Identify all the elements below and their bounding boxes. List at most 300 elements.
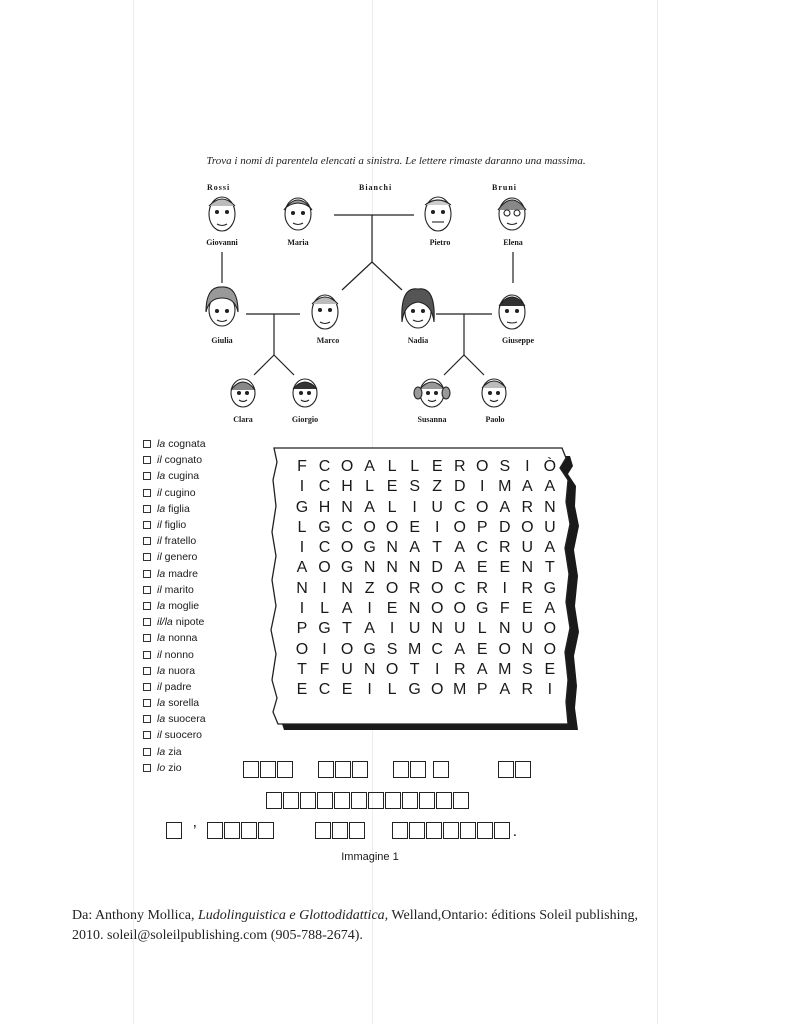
- checkbox[interactable]: [143, 472, 151, 480]
- answer-box[interactable]: [241, 822, 257, 839]
- answer-box[interactable]: [392, 822, 408, 839]
- grid-letter[interactable]: U: [544, 518, 556, 536]
- source-credit: [72, 906, 672, 946]
- grid-letter[interactable]: I: [434, 660, 440, 678]
- word-article: la: [157, 567, 166, 580]
- answer-box[interactable]: [368, 792, 384, 809]
- grid-letter[interactable]: S: [521, 660, 533, 678]
- grid-letter[interactable]: C: [453, 579, 466, 597]
- grid-letter[interactable]: O: [543, 620, 557, 638]
- checkbox[interactable]: [143, 683, 151, 691]
- grid-letter[interactable]: M: [407, 640, 422, 658]
- word-text: nonno: [164, 648, 194, 661]
- grid-letter[interactable]: L: [477, 620, 487, 638]
- checkbox[interactable]: [143, 553, 151, 561]
- grid-letter[interactable]: O: [430, 681, 444, 699]
- answer-box[interactable]: [426, 822, 442, 839]
- word-item: [143, 501, 206, 517]
- grid-letter[interactable]: R: [521, 498, 534, 516]
- word-text: suocero: [164, 729, 203, 742]
- checkbox[interactable]: [143, 456, 151, 464]
- answer-box[interactable]: [283, 792, 299, 809]
- answer-box[interactable]: [351, 792, 367, 809]
- name-maria: Maria: [287, 238, 309, 247]
- answer-box[interactable]: [352, 761, 368, 778]
- word-article: il: [157, 454, 162, 467]
- grid-letter[interactable]: A: [364, 458, 375, 475]
- grid-letter[interactable]: S: [499, 458, 511, 475]
- grid-letter[interactable]: M: [498, 660, 512, 678]
- grid-letter[interactable]: I: [299, 600, 305, 618]
- grid-letter[interactable]: E: [431, 458, 443, 475]
- word-item: [143, 646, 206, 662]
- word-article: il: [157, 535, 162, 548]
- grid-letter[interactable]: O: [363, 518, 376, 536]
- grid-row: [291, 498, 561, 518]
- grid-letter[interactable]: Ò: [543, 458, 557, 475]
- instruction: Trova i nomi di parentela elencati a sinistra. Le lettere rimaste daranno una massima.: [206, 155, 586, 167]
- grid-letter[interactable]: A: [454, 539, 466, 557]
- word-article: il: [157, 551, 162, 564]
- grid-letter[interactable]: O: [340, 640, 354, 658]
- word-item: [143, 711, 206, 727]
- grid-letter[interactable]: R: [521, 681, 534, 699]
- answer-box[interactable]: [349, 822, 365, 839]
- answer-box[interactable]: [335, 761, 351, 778]
- grid-letter[interactable]: M: [453, 681, 467, 699]
- grid-letter[interactable]: F: [297, 458, 307, 475]
- name-giovanni: Giovanni: [206, 238, 238, 247]
- checkbox[interactable]: [143, 699, 151, 707]
- checkbox[interactable]: [143, 667, 151, 675]
- period: .: [512, 823, 518, 840]
- grid-letter[interactable]: O: [318, 559, 331, 577]
- word-article: il: [157, 680, 162, 693]
- grid-letter[interactable]: U: [521, 539, 534, 557]
- grid-letter[interactable]: E: [341, 681, 353, 699]
- grid-letter[interactable]: O: [476, 498, 489, 516]
- face-susanna: [414, 379, 450, 407]
- checkbox[interactable]: [143, 489, 151, 497]
- word-item: [143, 760, 206, 776]
- grid-letter[interactable]: F: [499, 600, 510, 618]
- grid-letter[interactable]: E: [476, 640, 488, 658]
- answer-box[interactable]: [494, 822, 510, 839]
- grid-letter[interactable]: P: [476, 681, 488, 699]
- grid-letter[interactable]: L: [387, 458, 397, 475]
- grid-letter[interactable]: N: [341, 498, 353, 516]
- grid-letter[interactable]: E: [386, 478, 398, 496]
- grid-letter[interactable]: L: [320, 600, 329, 618]
- answer-box[interactable]: [318, 761, 334, 778]
- grid-letter[interactable]: G: [318, 518, 331, 536]
- grid-letter[interactable]: G: [363, 539, 376, 557]
- checkbox[interactable]: [143, 440, 151, 448]
- word-item: [143, 549, 206, 565]
- grid-letter[interactable]: A: [544, 600, 556, 618]
- grid-letter[interactable]: I: [367, 600, 372, 618]
- answer-box[interactable]: [224, 822, 240, 839]
- grid-letter[interactable]: E: [499, 559, 511, 577]
- grid-row: [291, 640, 561, 660]
- word-text: suocera: [168, 713, 206, 726]
- grid-letter[interactable]: E: [544, 660, 556, 678]
- checkbox[interactable]: [143, 651, 151, 659]
- word-article: la: [157, 438, 166, 451]
- checkbox[interactable]: [143, 634, 151, 642]
- word-text: nipote: [175, 616, 205, 629]
- word-text: nuora: [168, 664, 196, 677]
- word-text: cognata: [168, 438, 206, 451]
- answer-box[interactable]: [300, 792, 316, 809]
- word-text: zio: [168, 761, 182, 774]
- grid-letter[interactable]: I: [322, 640, 327, 658]
- answer-box[interactable]: [334, 792, 350, 809]
- grid-letter[interactable]: A: [499, 498, 511, 516]
- name-giorgio: Giorgio: [291, 415, 319, 424]
- grid-letter[interactable]: I: [389, 620, 395, 638]
- surname-bruni: Bruni: [492, 183, 518, 192]
- grid-letter[interactable]: E: [409, 518, 420, 536]
- grid-letter[interactable]: L: [365, 478, 375, 496]
- grid-letter[interactable]: G: [543, 579, 557, 597]
- grid-letter[interactable]: O: [340, 539, 354, 557]
- name-pietro: Pietro: [429, 238, 451, 247]
- grid-letter[interactable]: T: [297, 660, 307, 678]
- answer-box[interactable]: [409, 822, 425, 839]
- grid-letter[interactable]: N: [431, 620, 443, 638]
- grid-row: [291, 680, 561, 700]
- face-giorgio: [293, 379, 317, 407]
- grid-letter[interactable]: L: [387, 681, 397, 699]
- face-giovanni: [209, 197, 235, 231]
- grid-letter[interactable]: S: [386, 640, 398, 658]
- grid-letter[interactable]: R: [408, 579, 421, 597]
- word-article: lo: [157, 761, 166, 774]
- grid-letter[interactable]: C: [318, 681, 331, 699]
- word-article: la: [157, 664, 166, 677]
- grid-letter[interactable]: A: [454, 640, 466, 658]
- name-paolo: Paolo: [485, 415, 505, 424]
- word-item: [143, 598, 206, 614]
- name-elena: Elena: [503, 238, 523, 247]
- grid-letter[interactable]: A: [544, 478, 556, 496]
- checkbox[interactable]: [143, 715, 151, 723]
- answer-box[interactable]: [453, 792, 469, 809]
- grid-letter[interactable]: R: [453, 458, 466, 475]
- answer-box[interactable]: [460, 822, 476, 839]
- answer-box[interactable]: [258, 822, 274, 839]
- grid-letter[interactable]: G: [408, 681, 421, 699]
- grid-letter[interactable]: U: [341, 660, 353, 678]
- word-text: cugina: [168, 470, 200, 483]
- name-marco: Marco: [316, 336, 340, 345]
- answer-box[interactable]: [260, 761, 276, 778]
- grid-letter[interactable]: E: [521, 600, 533, 618]
- grid-letter[interactable]: O: [543, 640, 557, 658]
- face-nadia: [402, 289, 434, 328]
- grid-row: [291, 599, 561, 619]
- grid-letter[interactable]: C: [341, 518, 353, 536]
- grid-letter[interactable]: N: [408, 600, 421, 618]
- answer-box[interactable]: [393, 761, 409, 778]
- grid-letter[interactable]: I: [367, 681, 372, 699]
- word-checklist: [143, 436, 206, 776]
- grid-letter[interactable]: G: [295, 498, 309, 516]
- grid-letter[interactable]: P: [476, 518, 488, 536]
- grid-letter[interactable]: I: [547, 681, 553, 699]
- grid-letter[interactable]: G: [340, 559, 354, 577]
- answer-box[interactable]: [477, 822, 493, 839]
- answer-box[interactable]: [498, 761, 514, 778]
- grid-letter[interactable]: I: [412, 498, 417, 516]
- grid-letter[interactable]: N: [521, 559, 534, 577]
- grid-letter[interactable]: A: [296, 559, 308, 577]
- answer-line-2: [266, 792, 470, 809]
- grid-letter[interactable]: O: [340, 458, 354, 475]
- answer-box[interactable]: [166, 822, 182, 839]
- answer-line-3: [166, 822, 519, 839]
- grid-letter[interactable]: R: [521, 579, 534, 597]
- apostrophe: ’: [193, 823, 197, 840]
- word-article: la: [157, 502, 166, 515]
- name-clara: Clara: [233, 415, 253, 424]
- answer-box[interactable]: [277, 761, 293, 778]
- grid-letter[interactable]: A: [454, 559, 466, 577]
- word-item: [143, 533, 206, 549]
- grid-letter[interactable]: C: [318, 539, 331, 557]
- grid-letter[interactable]: O: [476, 458, 489, 475]
- grid-letter[interactable]: E: [296, 681, 308, 699]
- grid-letter[interactable]: L: [297, 518, 307, 536]
- answer-box[interactable]: [443, 822, 459, 839]
- word-text: moglie: [168, 599, 200, 612]
- word-text: nonna: [168, 632, 198, 645]
- answer-box[interactable]: [207, 822, 223, 839]
- word-article: il/la: [157, 616, 173, 629]
- grid-letter[interactable]: C: [431, 640, 443, 658]
- word-text: zia: [168, 745, 182, 758]
- grid-letter[interactable]: I: [502, 579, 507, 597]
- name-giulia: Giulia: [211, 336, 233, 345]
- answer-box[interactable]: [385, 792, 401, 809]
- face-giuseppe: [499, 295, 525, 329]
- word-article: la: [157, 713, 166, 726]
- word-text: cognato: [164, 454, 203, 467]
- grid-letter[interactable]: U: [453, 620, 466, 638]
- grid-letter[interactable]: O: [385, 579, 399, 597]
- grid-letter[interactable]: I: [299, 539, 305, 557]
- grid-letter[interactable]: O: [521, 518, 534, 536]
- word-text: cugino: [164, 486, 196, 499]
- grid-letter[interactable]: O: [498, 640, 511, 658]
- grid-letter[interactable]: H: [318, 498, 331, 516]
- grid-letter[interactable]: F: [319, 660, 330, 678]
- grid-letter[interactable]: N: [341, 579, 353, 597]
- word-search-grid: [291, 457, 561, 701]
- grid-letter[interactable]: A: [544, 539, 556, 557]
- word-item: [143, 744, 206, 760]
- grid-letter[interactable]: N: [386, 559, 398, 577]
- grid-letter[interactable]: O: [385, 518, 399, 536]
- word-item: [143, 468, 206, 484]
- answer-line-1: [243, 761, 532, 778]
- answer-box[interactable]: [266, 792, 282, 809]
- checkbox[interactable]: [143, 505, 151, 513]
- grid-letter[interactable]: G: [363, 640, 376, 658]
- grid-letter[interactable]: A: [521, 478, 533, 496]
- name-giuseppe: Giuseppe: [501, 336, 534, 345]
- grid-letter[interactable]: E: [476, 559, 488, 577]
- grid-letter[interactable]: N: [296, 579, 308, 597]
- grid-letter[interactable]: O: [430, 579, 444, 597]
- answer-box[interactable]: [332, 822, 348, 839]
- grid-letter[interactable]: O: [453, 518, 466, 536]
- answer-box[interactable]: [315, 822, 331, 839]
- answer-box[interactable]: [419, 792, 435, 809]
- answer-box[interactable]: [436, 792, 452, 809]
- grid-letter[interactable]: C: [318, 478, 331, 496]
- grid-letter[interactable]: N: [363, 559, 376, 577]
- face-clara: [231, 379, 255, 407]
- word-article: il: [157, 583, 162, 596]
- grid-letter[interactable]: A: [341, 600, 353, 618]
- answer-box[interactable]: [317, 792, 333, 809]
- word-article: il: [157, 486, 162, 499]
- word-item: [143, 517, 206, 533]
- word-item: [143, 566, 206, 582]
- grid-letter[interactable]: L: [387, 498, 397, 516]
- family-tree: [0, 0, 792, 440]
- grid-row: [291, 619, 561, 639]
- word-article: la: [157, 599, 166, 612]
- grid-letter[interactable]: A: [476, 660, 488, 678]
- grid-letter[interactable]: O: [430, 600, 444, 618]
- grid-letter[interactable]: M: [498, 478, 512, 496]
- word-item: [143, 452, 206, 468]
- checkbox[interactable]: [143, 537, 151, 545]
- face-marco: [312, 295, 338, 329]
- word-item: [143, 695, 206, 711]
- word-text: genero: [164, 551, 198, 564]
- answer-box[interactable]: [402, 792, 418, 809]
- grid-letter[interactable]: I: [299, 478, 305, 496]
- checkbox[interactable]: [143, 586, 151, 594]
- grid-letter[interactable]: T: [544, 559, 555, 577]
- grid-row: [291, 457, 561, 477]
- grid-letter[interactable]: R: [476, 579, 489, 597]
- grid-letter[interactable]: N: [386, 539, 398, 557]
- grid-letter[interactable]: O: [385, 660, 399, 678]
- checkbox[interactable]: [143, 521, 151, 529]
- grid-letter[interactable]: O: [295, 640, 309, 658]
- grid-letter[interactable]: U: [408, 620, 421, 638]
- checkbox[interactable]: [143, 570, 151, 578]
- surname-bianchi: Bianchi: [359, 183, 393, 192]
- word-text: marito: [164, 583, 194, 596]
- grid-letter[interactable]: I: [434, 518, 440, 536]
- checkbox[interactable]: [143, 731, 151, 739]
- grid-letter[interactable]: S: [409, 478, 420, 496]
- grid-row: [291, 660, 561, 680]
- grid-letter[interactable]: T: [342, 620, 352, 638]
- grid-letter[interactable]: C: [453, 498, 466, 516]
- grid-letter[interactable]: D: [499, 518, 511, 536]
- grid-letter[interactable]: O: [453, 600, 466, 618]
- grid-letter[interactable]: D: [453, 478, 466, 496]
- grid-letter[interactable]: G: [476, 600, 489, 618]
- grid-letter[interactable]: N: [521, 640, 534, 658]
- grid-letter[interactable]: A: [409, 539, 420, 557]
- word-article: la: [157, 745, 166, 758]
- grid-letter[interactable]: A: [364, 498, 375, 516]
- grid-letter[interactable]: P: [296, 620, 308, 638]
- grid-row: [291, 558, 561, 578]
- grid-letter[interactable]: L: [410, 458, 420, 475]
- credit-author: Da: Anthony Mollica,: [72, 908, 198, 923]
- figure-caption: Immagine 1: [341, 851, 399, 863]
- grid-letter[interactable]: C: [476, 539, 489, 557]
- grid-letter[interactable]: R: [453, 660, 466, 678]
- word-item: [143, 663, 206, 679]
- grid-letter[interactable]: N: [499, 620, 511, 638]
- answer-box[interactable]: [410, 761, 426, 778]
- grid-letter[interactable]: H: [341, 478, 353, 496]
- grid-letter[interactable]: D: [431, 559, 443, 577]
- checkbox[interactable]: [143, 748, 151, 756]
- answer-box[interactable]: [433, 761, 449, 778]
- word-text: sorella: [168, 697, 200, 710]
- face-giulia: [206, 287, 238, 326]
- grid-letter[interactable]: A: [364, 620, 375, 638]
- grid-letter[interactable]: A: [499, 681, 511, 699]
- grid-letter[interactable]: N: [363, 660, 376, 678]
- word-article: il: [157, 729, 162, 742]
- face-maria: [284, 198, 312, 230]
- grid-letter[interactable]: I: [322, 579, 327, 597]
- grid-letter[interactable]: U: [521, 620, 534, 638]
- word-item: [143, 582, 206, 598]
- face-pietro: [425, 197, 451, 231]
- grid-letter[interactable]: N: [408, 559, 421, 577]
- grid-letter[interactable]: N: [544, 498, 556, 516]
- answer-box[interactable]: [515, 761, 531, 778]
- grid-letter[interactable]: Z: [432, 478, 443, 496]
- word-text: figlia: [168, 502, 190, 515]
- grid-letter[interactable]: I: [525, 458, 530, 475]
- grid-row: [291, 477, 561, 497]
- answer-box[interactable]: [243, 761, 259, 778]
- checkbox[interactable]: [143, 618, 151, 626]
- grid-letter[interactable]: R: [499, 539, 511, 557]
- grid-letter[interactable]: G: [318, 620, 331, 638]
- grid-letter[interactable]: T: [409, 660, 420, 678]
- word-text: figlio: [164, 519, 187, 532]
- grid-letter[interactable]: C: [318, 458, 331, 475]
- grid-letter[interactable]: Z: [364, 579, 375, 597]
- word-item: [143, 630, 206, 646]
- credit-book-title: Ludolinguistica e Glottodidattica,: [198, 908, 389, 923]
- word-article: la: [157, 470, 166, 483]
- checkbox[interactable]: [143, 764, 151, 772]
- grid-row: [291, 538, 561, 558]
- grid-letter[interactable]: U: [431, 498, 443, 516]
- grid-letter[interactable]: I: [480, 478, 485, 496]
- grid-letter[interactable]: T: [432, 539, 443, 557]
- checkbox[interactable]: [143, 602, 151, 610]
- grid-letter[interactable]: E: [386, 600, 398, 618]
- word-item: [143, 679, 206, 695]
